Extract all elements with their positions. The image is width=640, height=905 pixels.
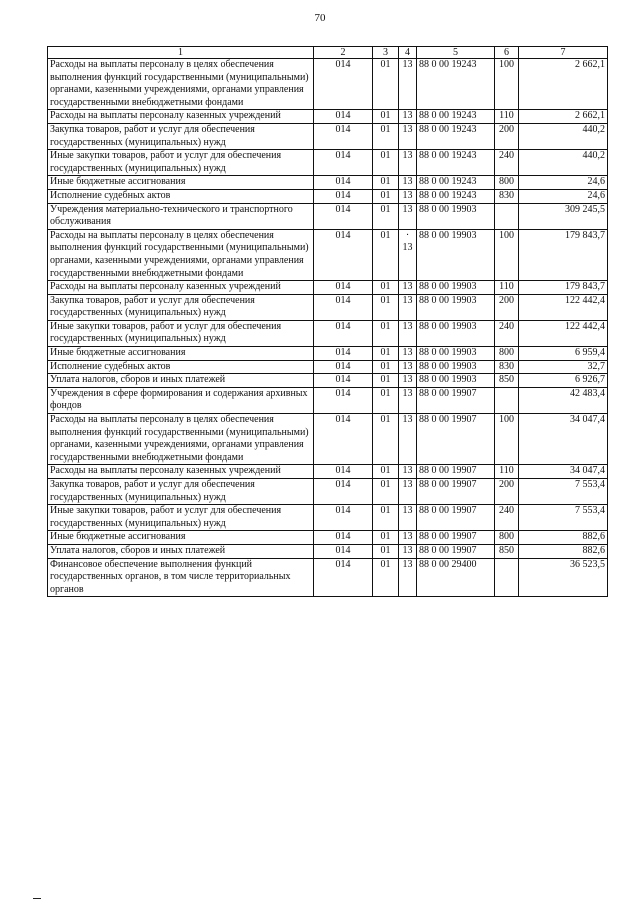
table-row (48, 59, 608, 110)
ministry-code: 014 (314, 110, 373, 124)
amount-value: 24,6 (519, 176, 608, 190)
expense-name: Учреждения материально-технического и транспортного обслуживания (48, 203, 314, 229)
amount-value: 122 442,4 (519, 320, 608, 346)
expense-type-code: 850 (495, 544, 519, 558)
expense-type-code: 240 (495, 150, 519, 176)
section-code: 01 (373, 229, 399, 280)
table-body (48, 59, 608, 597)
target-article-code: 88 0 00 19243 (417, 123, 495, 149)
subsection-code: 13 (399, 281, 417, 295)
ministry-code: 014 (314, 176, 373, 190)
ministry-code: 014 (314, 505, 373, 531)
expense-name: Закупка товаров, работ и услуг для обеспечения государственных (муниципальных) нужд (48, 294, 314, 320)
subsection-code: 13 (399, 294, 417, 320)
amount-value: 309 245,5 (519, 203, 608, 229)
table-row (48, 294, 608, 320)
section-code: 01 (373, 465, 399, 479)
table-header-row (48, 47, 608, 59)
amount-value: 2 662,1 (519, 59, 608, 110)
expense-name: Расходы на выплаты персоналу казенных учреждений (48, 465, 314, 479)
subsection-code: 13 (399, 544, 417, 558)
expense-name: Расходы на выплаты персоналу казенных учреждений (48, 281, 314, 295)
amount-value: 34 047,4 (519, 414, 608, 465)
subsection-code: 13 (399, 465, 417, 479)
expense-type-code: 110 (495, 110, 519, 124)
subsection-code: · 13 (399, 229, 417, 280)
table-row (48, 558, 608, 597)
column-header: 4 (399, 47, 417, 59)
expense-type-code: 100 (495, 59, 519, 110)
amount-value: 42 483,4 (519, 387, 608, 413)
table-row (48, 479, 608, 505)
target-article-code: 88 0 00 19903 (417, 294, 495, 320)
table-row (48, 229, 608, 280)
table-row (48, 387, 608, 413)
target-article-code: 88 0 00 19903 (417, 360, 495, 374)
expense-name: Расходы на выплаты персоналу в целях обеспечения выполнения функций государственными (муниципальными) органами, казенными учреждениями, органами управления государственными внебюджетными фондами (48, 229, 314, 280)
subsection-code: 13 (399, 414, 417, 465)
ministry-code: 014 (314, 374, 373, 388)
page-number: 70 (314, 12, 326, 24)
subsection-code: 13 (399, 59, 417, 110)
expense-name: Расходы на выплаты персоналу в целях обеспечения выполнения функций государственными (муниципальными) органами, казенными учреждениями, органами управления государственными внебюджетными фондами (48, 414, 314, 465)
section-code: 01 (373, 479, 399, 505)
amount-value: 24,6 (519, 189, 608, 203)
expense-type-code: 110 (495, 465, 519, 479)
expense-name: Иные бюджетные ассигнования (48, 531, 314, 545)
section-code: 01 (373, 320, 399, 346)
expense-name: Уплата налогов, сборов и иных платежей (48, 544, 314, 558)
amount-value: 179 843,7 (519, 229, 608, 280)
table-row (48, 531, 608, 545)
expense-name: Расходы на выплаты персоналу казенных учреждений (48, 110, 314, 124)
target-article-code: 88 0 00 19243 (417, 189, 495, 203)
target-article-code: 88 0 00 19903 (417, 281, 495, 295)
expense-name: Финансовое обеспечение выполнения функций государственных органов, в том числе территориальных органов (48, 558, 314, 597)
subsection-code: 13 (399, 123, 417, 149)
subsection-code: 13 (399, 387, 417, 413)
expense-type-code (495, 387, 519, 413)
table-row (48, 347, 608, 361)
expense-name: Учреждения в сфере формирования и содержания архивных фондов (48, 387, 314, 413)
target-article-code: 88 0 00 19907 (417, 414, 495, 465)
table-row (48, 414, 608, 465)
expense-name: Иные бюджетные ассигнования (48, 176, 314, 190)
section-code: 01 (373, 374, 399, 388)
target-article-code: 88 0 00 19243 (417, 150, 495, 176)
amount-value: 7 553,4 (519, 505, 608, 531)
expense-type-code: 200 (495, 294, 519, 320)
column-header: 5 (417, 47, 495, 59)
amount-value: 7 553,4 (519, 479, 608, 505)
subsection-code: 13 (399, 189, 417, 203)
section-code: 01 (373, 414, 399, 465)
ministry-code: 014 (314, 320, 373, 346)
target-article-code: 88 0 00 19907 (417, 544, 495, 558)
ministry-code: 014 (314, 531, 373, 545)
target-article-code: 88 0 00 19907 (417, 387, 495, 413)
ministry-code: 014 (314, 294, 373, 320)
expense-name: Иные закупки товаров, работ и услуг для обеспечения государственных (муниципальных) нужд (48, 505, 314, 531)
table-row (48, 465, 608, 479)
ministry-code: 014 (314, 558, 373, 597)
amount-value: 179 843,7 (519, 281, 608, 295)
subsection-code: 13 (399, 150, 417, 176)
expense-name: Иные закупки товаров, работ и услуг для обеспечения государственных (муниципальных) нужд (48, 150, 314, 176)
subsection-code: 13 (399, 110, 417, 124)
expense-type-code (495, 558, 519, 597)
target-article-code: 88 0 00 19907 (417, 479, 495, 505)
amount-value: 440,2 (519, 150, 608, 176)
expense-name: Исполнение судебных актов (48, 360, 314, 374)
budget-table (47, 46, 608, 597)
amount-value: 882,6 (519, 531, 608, 545)
target-article-code: 88 0 00 19907 (417, 505, 495, 531)
amount-value: 36 523,5 (519, 558, 608, 597)
ministry-code: 014 (314, 150, 373, 176)
expense-name: Уплата налогов, сборов и иных платежей (48, 374, 314, 388)
table-row (48, 176, 608, 190)
expense-type-code: 110 (495, 281, 519, 295)
target-article-code: 88 0 00 19903 (417, 320, 495, 346)
section-code: 01 (373, 110, 399, 124)
column-header: 3 (373, 47, 399, 59)
table-row (48, 505, 608, 531)
section-code: 01 (373, 347, 399, 361)
section-code: 01 (373, 544, 399, 558)
expense-type-code: 830 (495, 360, 519, 374)
section-code: 01 (373, 387, 399, 413)
target-article-code: 88 0 00 19903 (417, 347, 495, 361)
amount-value: 6 959,4 (519, 347, 608, 361)
amount-value: 2 662,1 (519, 110, 608, 124)
expense-type-code: 200 (495, 123, 519, 149)
table-row (48, 123, 608, 149)
section-code: 01 (373, 558, 399, 597)
ministry-code: 014 (314, 387, 373, 413)
table-row (48, 544, 608, 558)
expense-type-code: 100 (495, 414, 519, 465)
expense-name: Расходы на выплаты персоналу в целях обеспечения выполнения функций государственными (муниципальными) органами, казенными учреждениями, органами управления государственными внебюджетными фондами (48, 59, 314, 110)
subsection-code: 13 (399, 531, 417, 545)
expense-name: Иные закупки товаров, работ и услуг для обеспечения государственных (муниципальных) нужд (48, 320, 314, 346)
column-header: 2 (314, 47, 373, 59)
table-row (48, 189, 608, 203)
table-row (48, 360, 608, 374)
expense-type-code: 800 (495, 347, 519, 361)
target-article-code: 88 0 00 19243 (417, 59, 495, 110)
amount-value: 32,7 (519, 360, 608, 374)
section-code: 01 (373, 150, 399, 176)
section-code: 01 (373, 531, 399, 545)
target-article-code: 88 0 00 19903 (417, 229, 495, 280)
ministry-code: 014 (314, 123, 373, 149)
subsection-code: 13 (399, 347, 417, 361)
expense-type-code: 850 (495, 374, 519, 388)
expense-name: Закупка товаров, работ и услуг для обеспечения государственных (муниципальных) нужд (48, 479, 314, 505)
ministry-code: 014 (314, 360, 373, 374)
ministry-code: 014 (314, 189, 373, 203)
expense-type-code: 800 (495, 176, 519, 190)
expense-type-code: 240 (495, 505, 519, 531)
ministry-code: 014 (314, 414, 373, 465)
target-article-code: 88 0 00 19243 (417, 176, 495, 190)
target-article-code: 88 0 00 29400 (417, 558, 495, 597)
expense-name: Закупка товаров, работ и услуг для обеспечения государственных (муниципальных) нужд (48, 123, 314, 149)
subsection-code: 13 (399, 176, 417, 190)
expense-name: Иные бюджетные ассигнования (48, 347, 314, 361)
amount-value: 34 047,4 (519, 465, 608, 479)
expense-name: Исполнение судебных актов (48, 189, 314, 203)
ministry-code: 014 (314, 59, 373, 110)
section-code: 01 (373, 176, 399, 190)
section-code: 01 (373, 281, 399, 295)
subsection-code: 13 (399, 320, 417, 346)
ministry-code: 014 (314, 479, 373, 505)
column-header: 1 (48, 47, 314, 59)
target-article-code: 88 0 00 19903 (417, 374, 495, 388)
section-code: 01 (373, 360, 399, 374)
section-code: 01 (373, 123, 399, 149)
expense-type-code: 830 (495, 189, 519, 203)
section-code: 01 (373, 189, 399, 203)
expense-type-code (495, 203, 519, 229)
section-code: 01 (373, 294, 399, 320)
subsection-code: 13 (399, 360, 417, 374)
table-row (48, 203, 608, 229)
target-article-code: 88 0 00 19907 (417, 531, 495, 545)
ministry-code: 014 (314, 229, 373, 280)
expense-type-code: 800 (495, 531, 519, 545)
table-row (48, 320, 608, 346)
target-article-code: 88 0 00 19907 (417, 465, 495, 479)
target-article-code: 88 0 00 19243 (417, 110, 495, 124)
subsection-code: 13 (399, 203, 417, 229)
table-row (48, 110, 608, 124)
amount-value: 6 926,7 (519, 374, 608, 388)
subsection-code: 13 (399, 558, 417, 597)
amount-value: 440,2 (519, 123, 608, 149)
ministry-code: 014 (314, 465, 373, 479)
subsection-code: 13 (399, 479, 417, 505)
ministry-code: 014 (314, 347, 373, 361)
column-header: 7 (519, 47, 608, 59)
table-row (48, 374, 608, 388)
column-header: 6 (495, 47, 519, 59)
ministry-code: 014 (314, 281, 373, 295)
subsection-code: 13 (399, 505, 417, 531)
section-code: 01 (373, 203, 399, 229)
page-edge-mark (33, 898, 41, 899)
amount-value: 122 442,4 (519, 294, 608, 320)
table-row (48, 150, 608, 176)
table-row (48, 281, 608, 295)
target-article-code: 88 0 00 19903 (417, 203, 495, 229)
expense-type-code: 200 (495, 479, 519, 505)
section-code: 01 (373, 59, 399, 110)
section-code: 01 (373, 505, 399, 531)
amount-value: 882,6 (519, 544, 608, 558)
ministry-code: 014 (314, 203, 373, 229)
ministry-code: 014 (314, 544, 373, 558)
expense-type-code: 240 (495, 320, 519, 346)
expense-type-code: 100 (495, 229, 519, 280)
subsection-code: 13 (399, 374, 417, 388)
